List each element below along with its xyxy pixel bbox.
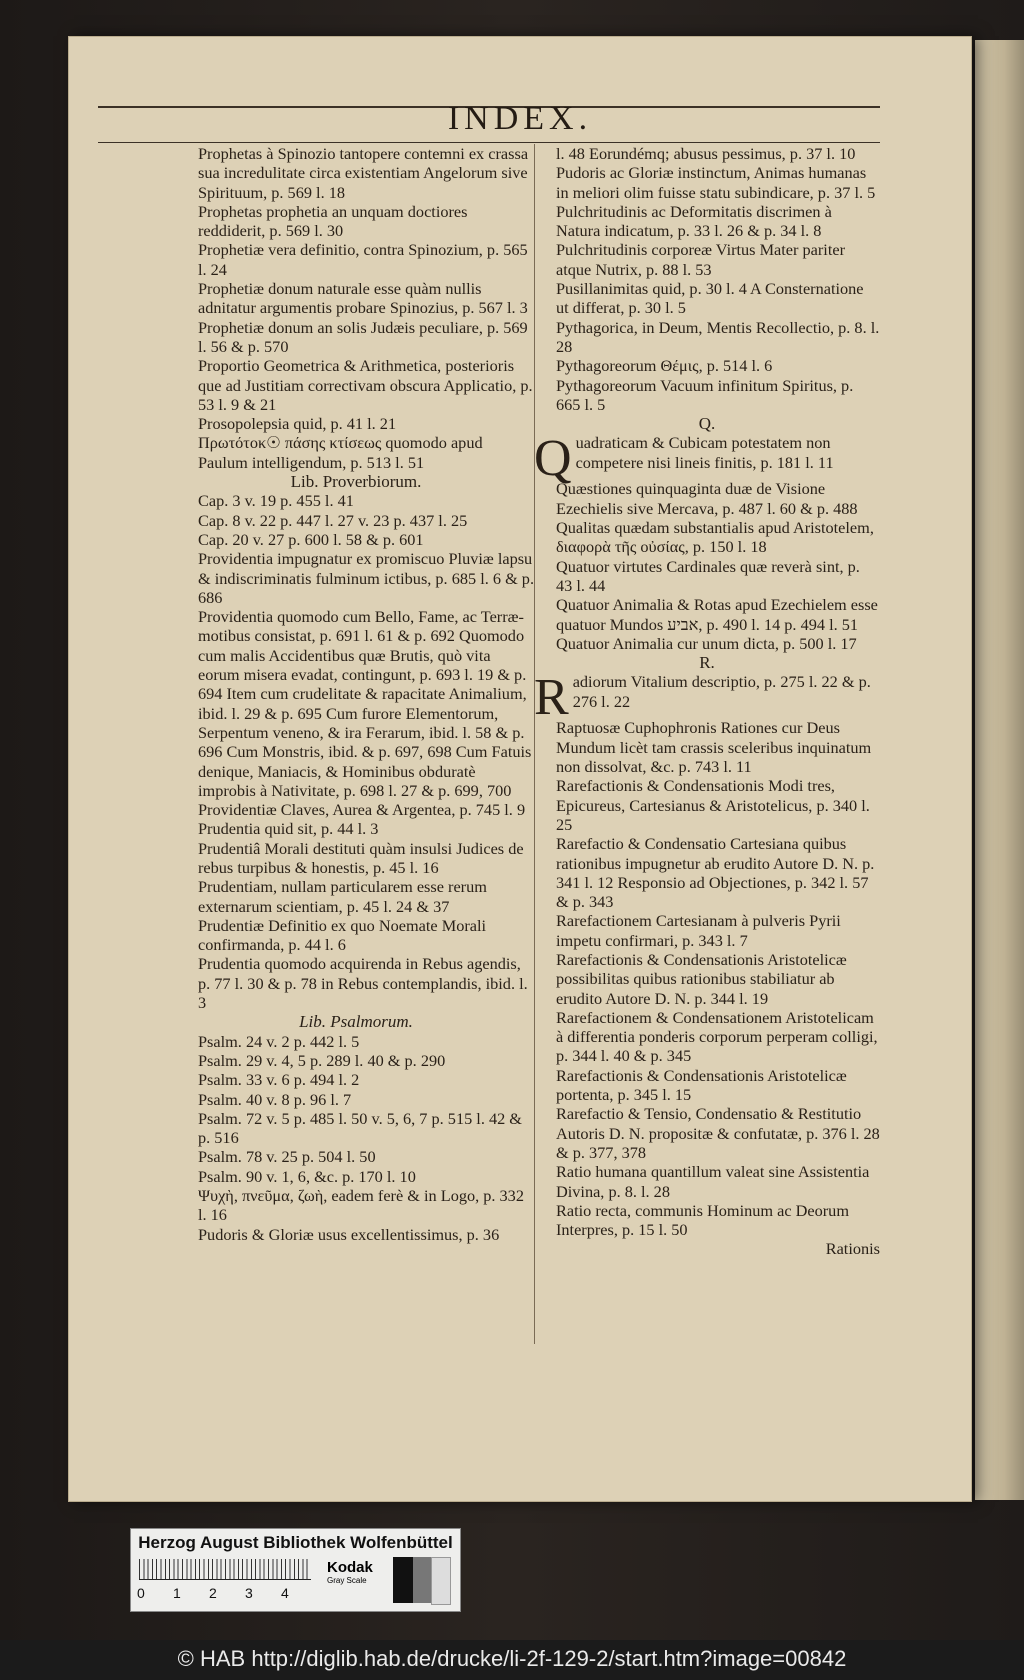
index-entry: Prudentia quomodo acquirenda in Rebus agendis, p. 77 l. 30 & p. 78 in Rebus contemplandis, ibid. l. 3 — [198, 954, 528, 1013]
gray-scale-label: Gray Scale — [327, 1576, 367, 1585]
index-entry: Pythagorica, in Deum, Mentis Recollectio, p. 8. l. 28 — [556, 317, 880, 356]
index-entry: Pudoris & Gloriæ usus excellentissimus, p. 36 — [198, 1224, 500, 1244]
index-entry: l. 48 Eorundémq; abusus pessimus, p. 37 l. 10 — [556, 144, 856, 163]
index-entry: Pulchritudinis ac Deformitatis discrimen à Natura indicatum, p. 33 l. 26 & p. 34 l. 8 — [556, 201, 832, 241]
index-entry: Psalm. 24 v. 2 p. 442 l. 5 — [198, 1031, 360, 1051]
index-entry: Rarefactionem Cartesianam à pulveris Pyrii impetu confirmari, p. 343 l. 7 — [556, 911, 841, 950]
title-underline — [98, 142, 880, 143]
entry-text: uadraticam & Cubicam potestatem non competere nisi lineis finitis, p. 181 l. 11 — [575, 433, 834, 472]
index-entry: Quatuor Animalia cur unum dicta, p. 500 l. 17 — [556, 633, 857, 653]
ruler-number: 4 — [281, 1585, 289, 1601]
section-heading-proverbs: Lib. Proverbiorum. — [290, 472, 422, 492]
index-entry: Pulchritudinis corporeæ Virtus Mater pariter atque Nutrix, p. 88 l. 53 — [556, 240, 846, 279]
index-entry: Psalm. 72 v. 5 p. 485 l. 50 v. 5, 6, 7 p. 515 l. 42 & p. 516 — [198, 1108, 522, 1148]
index-entry: Proportio Geometrica & Arithmetica, posterioris que ad Justitiam correctivam obscura Applicatio, p. 53 l. 9 & 21 — [198, 356, 533, 414]
index-entry: Raptuosæ Cuphophronis Rationes cur Deus Mundum licèt tam crassis sceleribus inquinatum non dissolvat, &c. p. 743 l. 11 — [556, 718, 872, 777]
library-color-card — [130, 1528, 461, 1612]
footer-credit-link[interactable]: © HAB http://diglib.hab.de/drucke/li-2f-129-2/start.htm?image=00842 — [177, 1646, 847, 1671]
index-entry: Rarefactionis & Condensationis Aristotelicæ possibilitas quibus rationibus stabiliatur ab erudito Autore D. N. p. 344 l. 19 — [556, 949, 847, 1008]
index-entry: Quatuor virtutes Cardinales quæ reverà sint, p. 43 l. 44 — [556, 556, 860, 595]
index-entry: Ψυχὴ, πνεῦμα, ζωὴ, eadem ferè & in Logo, p. 332 l. 16 — [198, 1186, 524, 1225]
index-entry: Rarefactionis & Condensationis Aristotelicæ portenta, p. 345 l. 15 — [556, 1065, 847, 1105]
index-entry: Providentiæ Claves, Aurea & Argentea, p. 745 l. 9 — [198, 800, 526, 820]
index-entry: Prophetas prophetia an unquam doctiores reddiderit, p. 569 l. 30 — [198, 201, 468, 241]
index-entry: Qualitas quædam substantialis apud Aristotelem, διαφορὰ τῆς οὐσίας, p. 150 l. 18 — [556, 518, 874, 557]
kodak-brand: Kodak — [327, 1559, 373, 1576]
index-entry: Prophetiæ donum naturale esse quàm nullis adnitatur argumentis probare Spinozius, p. 567 l. 3 — [198, 279, 528, 318]
ruler-number: 1 — [173, 1585, 181, 1601]
index-entry: Πρωτότοκ☉ πάσης κτίσεως quomodo apud Paulum intelligendum, p. 513 l. 51 — [198, 433, 483, 472]
index-entry: Prophetiæ vera definitio, contra Spinozium, p. 565 l. 24 — [198, 240, 528, 279]
ruler-number: 2 — [209, 1585, 217, 1601]
index-entry: Rarefactio & Tensio, Condensatio & Restitutio Autoris D. N. propositæ & confutatæ, p. 376 l. 28 & p. 377, 378 — [556, 1104, 880, 1162]
drop-cap-q: Q — [534, 430, 572, 488]
index-entry: Cap. 8 v. 22 p. 447 l. 27 v. 23 p. 437 l. 25 — [198, 510, 468, 530]
ruler-number: 0 — [137, 1585, 145, 1601]
index-entry: Providentia impugnatur ex promiscuo Pluviæ lapsu & indiscriminatis fulminum ictibus, p. 685 l. 6 & p. 686 — [198, 549, 535, 607]
index-entry: Prudentia quid sit, p. 44 l. 3 — [198, 819, 379, 839]
facing-page-edge — [975, 40, 1024, 1500]
left-column — [176, 144, 536, 1244]
index-entry — [534, 669, 880, 727]
section-heading-q: Q. — [698, 414, 716, 434]
index-entry: Psalm. 29 v. 4, 5 p. 289 l. 40 & p. 290 — [198, 1050, 446, 1070]
index-entry: Providentia quomodo cum Bello, Fame, ac Terræ-motibus consistat, p. 691 l. 61 & p. 692 Quomodo cum malis Accidentibus quæ Brutis, quò vita eorum misera evadat, contingunt, p. 693 l. 19 & p. 694 Item cum crudelitate & rapacitate Animalium, ibid. l. 29 & p. 695 Cum furore Elementorum, Serpentum veneno, & ira Ferarum, ibid. l. 58 & p. 696 Cum Monstris, ibid. & p. 697, 698 Cum Fatuis denique, Maniacis, & Hominibus obduratè improbis à Nativitate, p. 698 l. 27 & p. 699, 700 — [198, 607, 532, 800]
index-entry: Rarefactionem & Condensationem Aristotelicam à differentia ponderis corporum perperam colligi, p. 344 l. 40 & p. 345 — [556, 1007, 878, 1066]
index-entry: Ratio humana quantillum valeat sine Assistentia Divina, p. 8. l. 28 — [556, 1162, 870, 1201]
section-heading-psalms: Lib. Psalmorum. — [299, 1012, 413, 1032]
index-entry: Prudentiâ Morali destituti quàm insulsi Judices de rebus turpibus & honestis, p. 45 l. 16 — [198, 838, 524, 877]
page-title: INDEX. — [447, 100, 593, 137]
index-entry: Prophetiæ donum an solis Judæis peculiare, p. 569 l. 56 & p. 570 — [198, 317, 528, 356]
section-heading-r: R. — [699, 653, 715, 673]
index-entry: Cap. 3 v. 19 p. 455 l. 41 — [198, 491, 354, 511]
index-entry: Pythagoreorum Θέμις, p. 514 l. 6 — [556, 356, 773, 376]
index-entry: Pudoris ac Gloriæ instinctum, Animas humanas in meliori olim fuisse statu subindicare, p. 37 l. 5 — [556, 163, 876, 202]
index-entry: Psalm. 78 v. 25 p. 504 l. 50 — [198, 1147, 376, 1167]
kodak-label — [327, 1559, 391, 1603]
scale-ruler — [139, 1559, 311, 1580]
ruler-numbers — [137, 1585, 317, 1601]
index-entry: Pythagoreorum Vacuum infinitum Spiritus, p. 665 l. 5 — [556, 375, 854, 414]
gray-patch-mid — [413, 1557, 431, 1603]
gray-patch-black — [393, 1557, 413, 1603]
index-entry: Rarefactionis & Condensationis Modi tres, Epicureus, Cartesianus & Aristotelicus, p. 340 l. 25 — [556, 776, 870, 834]
drop-cap-r: R — [534, 669, 569, 727]
index-entry: Cap. 20 v. 27 p. 600 l. 58 & p. 601 — [198, 529, 424, 549]
catchword: Rationis — [825, 1239, 880, 1259]
index-entry: Quæstiones quinquaginta duæ de Visione Ezechielis sive Mercava, p. 487 l. 60 & p. 488 — [556, 479, 858, 518]
index-entry: Pusillanimitas quid, p. 30 l. 4 A Consternatione ut differat, p. 30 l. 5 — [556, 279, 864, 318]
ruler-number: 3 — [245, 1585, 253, 1601]
index-entry: Ratio recta, communis Hominum ac Deorum Interpres, p. 15 l. 50 — [556, 1200, 849, 1240]
right-column — [534, 144, 880, 1259]
index-entry: Prosopolepsia quid, p. 41 l. 21 — [198, 414, 397, 434]
entry-text: adiorum Vitalium descriptio, p. 275 l. 22 & p. 276 l. 22 — [572, 672, 871, 711]
index-entry: Quatuor Animalia & Rotas apud Ezechielem esse quatuor Mundos אביע, p. 490 l. 14 p. 494 l. 51 — [556, 595, 878, 634]
index-entry: Psalm. 33 v. 6 p. 494 l. 2 — [198, 1070, 360, 1090]
index-entry: Psalm. 90 v. 1, 6, &c. p. 170 l. 10 — [198, 1166, 416, 1186]
index-entry: Prophetas à Spinozio tantopere contemni ex crassa sua incredulitate circa existentiam Angelorum sive Spirituum, p. 569 l. 18 — [198, 144, 529, 202]
gray-patch-light — [431, 1557, 451, 1605]
index-entry: Prudentiam, nullam particularem esse rerum externarum scientiam, p. 45 l. 24 & 37 — [198, 877, 487, 916]
index-entry: Psalm. 40 v. 8 p. 96 l. 7 — [198, 1089, 352, 1109]
library-name: Herzog August Bibliothek Wolfenbüttel — [138, 1533, 453, 1552]
index-entry — [534, 430, 880, 488]
index-entry: Prudentiæ Definitio ex quo Noemate Morali confirmanda, p. 44 l. 6 — [198, 915, 487, 955]
index-entry: Rarefactio & Condensatio Cartesiana quibus rationibus impugnetur ab erudito Autore D. N. p. 341 l. 12 Responsio ad Objectiones, p. 342 l. 57 & p. 343 — [556, 834, 875, 912]
